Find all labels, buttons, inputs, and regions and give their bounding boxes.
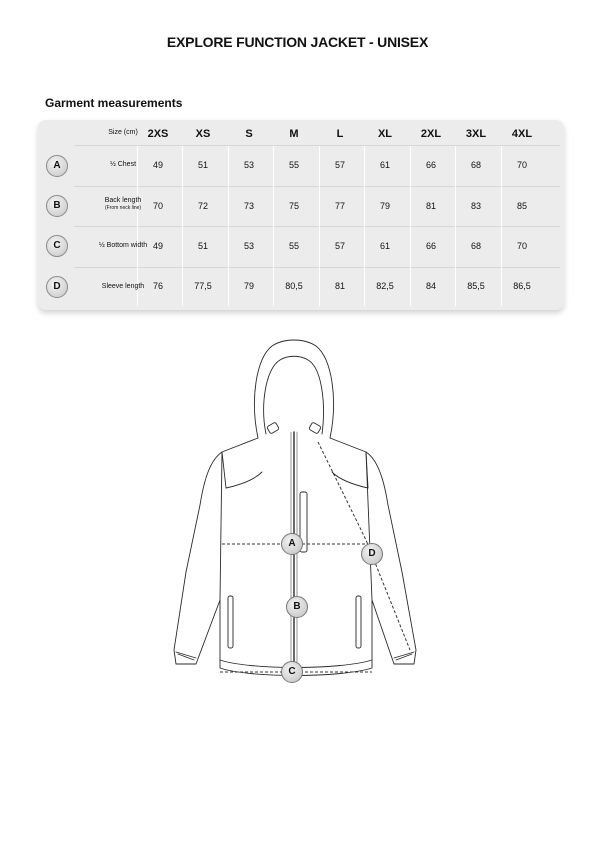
row-divider xyxy=(74,186,560,187)
table-cell: 49 xyxy=(152,160,163,170)
marker-b: B xyxy=(286,596,308,618)
size-header: L xyxy=(336,128,344,140)
row-divider xyxy=(74,267,560,268)
table-cell: 61 xyxy=(379,160,390,170)
page-title: EXPLORE FUNCTION JACKET - UNISEX xyxy=(166,34,429,50)
table-cell: 55 xyxy=(288,160,299,170)
table-cell: 79 xyxy=(379,201,390,211)
table-cell: 81 xyxy=(425,201,436,211)
table-cell: 80,5 xyxy=(285,281,303,291)
table-cell: 79 xyxy=(243,281,254,291)
jacket-diagram xyxy=(0,330,595,700)
measure-letter-a: A xyxy=(46,155,68,177)
table-cell: 70 xyxy=(152,201,163,211)
measure-letter-c: C xyxy=(46,235,68,257)
size-header-label: Size (cm) xyxy=(108,129,138,136)
table-cell: 84 xyxy=(425,281,436,291)
row-divider xyxy=(74,226,560,227)
measurement-table xyxy=(38,120,564,310)
table-cell: 76 xyxy=(152,281,163,291)
table-cell: 51 xyxy=(197,241,208,251)
size-header: M xyxy=(289,128,299,140)
table-cell: 68 xyxy=(470,160,481,170)
table-cell: 70 xyxy=(516,160,527,170)
hood-inner xyxy=(264,356,324,434)
table-cell: 55 xyxy=(288,241,299,251)
table-cell: 57 xyxy=(334,160,345,170)
measure-letter-d: D xyxy=(46,276,68,298)
size-header: 3XL xyxy=(465,128,487,140)
row-sublabel: (From neck line) xyxy=(104,205,142,211)
table-cell: 83 xyxy=(470,201,481,211)
row-divider xyxy=(74,145,560,146)
table-cell: 75 xyxy=(288,201,299,211)
table-cell: 57 xyxy=(334,241,345,251)
section-title: Garment measurements xyxy=(45,96,183,110)
table-cell: 49 xyxy=(152,241,163,251)
table-cell: 53 xyxy=(243,241,254,251)
table-cell: 66 xyxy=(425,160,436,170)
table-cell: 51 xyxy=(197,160,208,170)
table-cell: 61 xyxy=(379,241,390,251)
marker-c: C xyxy=(281,661,303,683)
table-cell: 85,5 xyxy=(467,281,485,291)
table-cell: 73 xyxy=(243,201,254,211)
marker-a: A xyxy=(281,533,303,555)
size-header: XL xyxy=(377,128,393,140)
table-cell: 66 xyxy=(425,241,436,251)
table-cell: 72 xyxy=(197,201,208,211)
table-cell: 77,5 xyxy=(194,281,212,291)
table-cell: 86,5 xyxy=(513,281,531,291)
size-header: 2XS xyxy=(147,128,169,140)
table-cell: 53 xyxy=(243,160,254,170)
size-header: S xyxy=(245,128,253,140)
marker-d: D xyxy=(361,543,383,565)
size-header: 2XL xyxy=(420,128,442,140)
table-cell: 77 xyxy=(334,201,345,211)
measure-letter-b: B xyxy=(46,195,68,217)
table-cell: 70 xyxy=(516,241,527,251)
row-label-sleeve-length: Sleeve length xyxy=(101,283,145,290)
table-cell: 68 xyxy=(470,241,481,251)
row-label-back-length: Back length (From neck line) xyxy=(74,197,172,211)
table-cell: 85 xyxy=(516,201,527,211)
table-cell: 82,5 xyxy=(376,281,394,291)
row-label-chest: ½ Chest xyxy=(109,161,137,168)
table-cell: 81 xyxy=(334,281,345,291)
size-header: 4XL xyxy=(511,128,533,140)
size-header: XS xyxy=(195,128,211,140)
row-label-bottom-width: ½ Bottom width xyxy=(98,242,148,249)
